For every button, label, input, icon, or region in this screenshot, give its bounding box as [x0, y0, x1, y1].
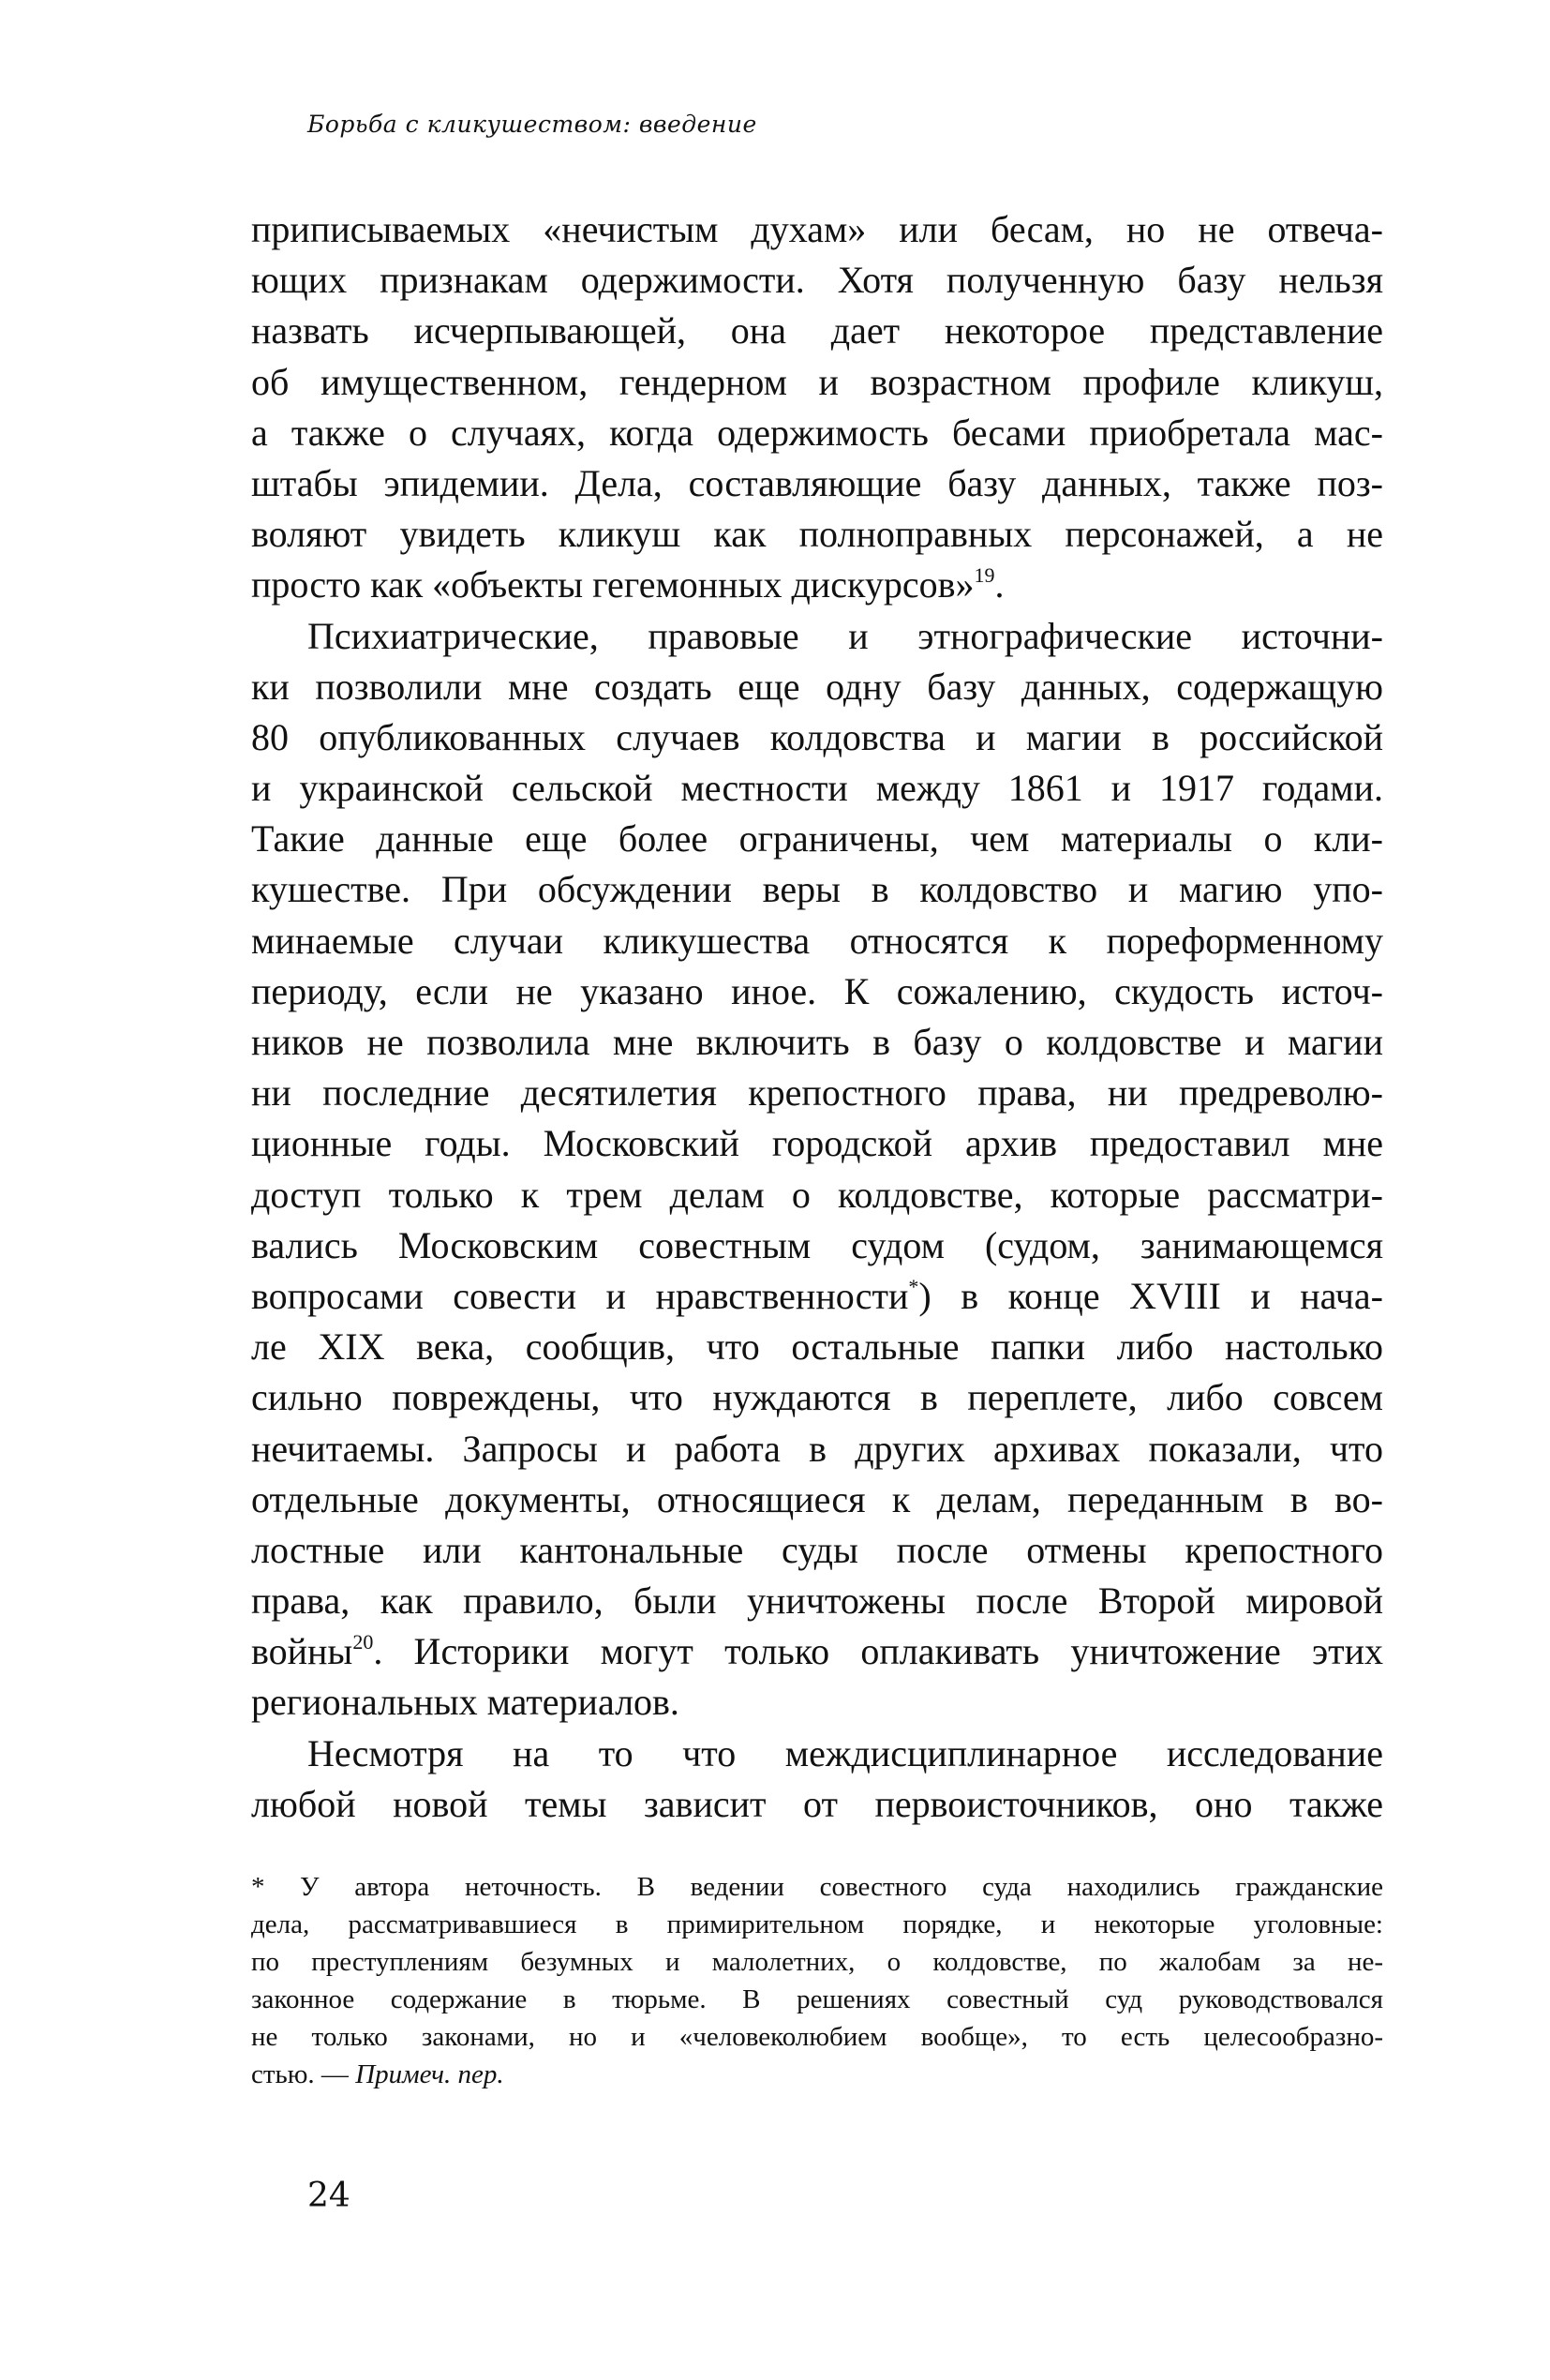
text-run: войны [251, 1630, 353, 1673]
text-line [251, 560, 1383, 610]
text-line: вались Московским совестным судом (судом, занимающемся [251, 1223, 1383, 1266]
text-line: приписываемых «нечистым духам» или бесам, но не отвеча- [251, 208, 1383, 250]
text-line: ки позволили мне создать еще одну базу данных, содержащую [251, 665, 1383, 708]
text-line: и украинской сельской местности между 1861 и 1917 годами. [251, 767, 1383, 810]
text-line: ле XIX века, сообщив, что остальные папки либо настолько [251, 1325, 1383, 1369]
footnote-line [251, 1868, 1383, 1906]
footnote-marker: * [251, 1872, 265, 1902]
footnote-line: законное содержание в тюрьме. В решениях совестный суд руководствовался [251, 1984, 1383, 2014]
text-line: права, как правило, были уничтожены после Второй мировой [251, 1579, 1383, 1623]
text-line [251, 1271, 1383, 1322]
text-line: кушестве. При обсуждении веры в колдовство и магию упо- [251, 868, 1383, 911]
footnote-line: дела, рассматривавшиеся в примирительном порядке, и некоторые уголовные: [251, 1909, 1383, 1939]
text-line: отдельные документы, относящиеся к делам, переданным в во- [251, 1477, 1383, 1520]
body-text [251, 204, 1383, 1830]
text-line [251, 1626, 1383, 1677]
text-line: любой новой темы зависит от первоисточников, оно также [251, 1782, 1383, 1825]
text-line: сильно повреждены, что нуждаются в переплете, либо совсем [251, 1376, 1383, 1419]
translator-note-label: Примеч. пер. [355, 2059, 504, 2089]
text-line: а также о случаях, когда одержимость бесами приобретала мас- [251, 411, 1383, 454]
text-line: ющих признакам одержимости. Хотя полученную базу нельзя [251, 259, 1383, 302]
text-run: . Историки могут только оплакивать уничтожение этих [373, 1630, 1383, 1673]
text-run: стью. — [251, 2059, 349, 2089]
footnote [251, 1868, 1383, 2093]
text-line: региональных материалов. [251, 1681, 679, 1724]
text-line: Такие данные еще более ограничены, чем материалы о кли- [251, 817, 1383, 861]
endnote-ref-20[interactable]: 20 [352, 1630, 374, 1654]
paragraph-3 [251, 1729, 1383, 1830]
text-line: периоду, если не указано иное. К сожалению, скудость источ- [251, 969, 1383, 1012]
text-line: ни последние десятилетия крепостного права, ни предреволю- [251, 1071, 1383, 1115]
paragraph-2 [251, 611, 1383, 1729]
footnote-ref-asterisk[interactable]: * [908, 1274, 919, 1298]
text-run: . [994, 563, 1005, 606]
text-line: об имущественном, гендерном и возрастном профиле кликуш, [251, 360, 1383, 403]
paragraph-1 [251, 204, 1383, 611]
running-head: Борьба с кликушеством: введение [307, 111, 757, 138]
text-line: Психиатрические, правовые и этнографические источни- [307, 614, 1383, 657]
text-line: 80 опубликованных случаев колдовства и магии в российской [251, 715, 1383, 758]
footnote-line [251, 2056, 1383, 2093]
text-run: просто как «объекты гегемонных дискурсов» [251, 563, 975, 606]
text-line: назвать исчерпывающей, она дает некоторое представление [251, 309, 1383, 352]
text-run: ) в конце XVIII и нача- [918, 1274, 1383, 1317]
text-line: Несмотря на то что междисциплинарное исследование [307, 1731, 1383, 1774]
footnote-line: не только законами, но и «человеколюбием вообще», то есть целесообразно- [251, 2022, 1383, 2052]
text-line: минаемые случаи кликушества относятся к пореформенному [251, 919, 1383, 962]
text-line: воляют увидеть кликуш как полноправных персонажей, а не [251, 513, 1383, 556]
text-line: доступ только к трем делам о колдовстве, которые рассматри- [251, 1173, 1383, 1216]
text-run: вопросами совести и нравственности [251, 1274, 909, 1317]
text-line: ционные годы. Московский городской архив предоставил мне [251, 1122, 1383, 1165]
text-line: штабы эпидемии. Дела, составляющие базу данных, также поз- [251, 461, 1383, 504]
text-line: нечитаемы. Запросы и работа в других архивах показали, что [251, 1427, 1383, 1470]
text-line: ников не позволила мне включить в базу о колдовстве и магии [251, 1021, 1383, 1063]
text-run: У автора неточность. В ведении совестного суда находились гражданские [300, 1872, 1383, 1902]
page-number: 24 [307, 2177, 350, 2215]
endnote-ref-19[interactable]: 19 [974, 563, 995, 588]
text-line: лостные или кантональные суды после отмены крепостного [251, 1528, 1383, 1571]
footnote-line: по преступлениям безумных и малолетних, о колдовстве, по жалобам за не- [251, 1947, 1383, 1977]
